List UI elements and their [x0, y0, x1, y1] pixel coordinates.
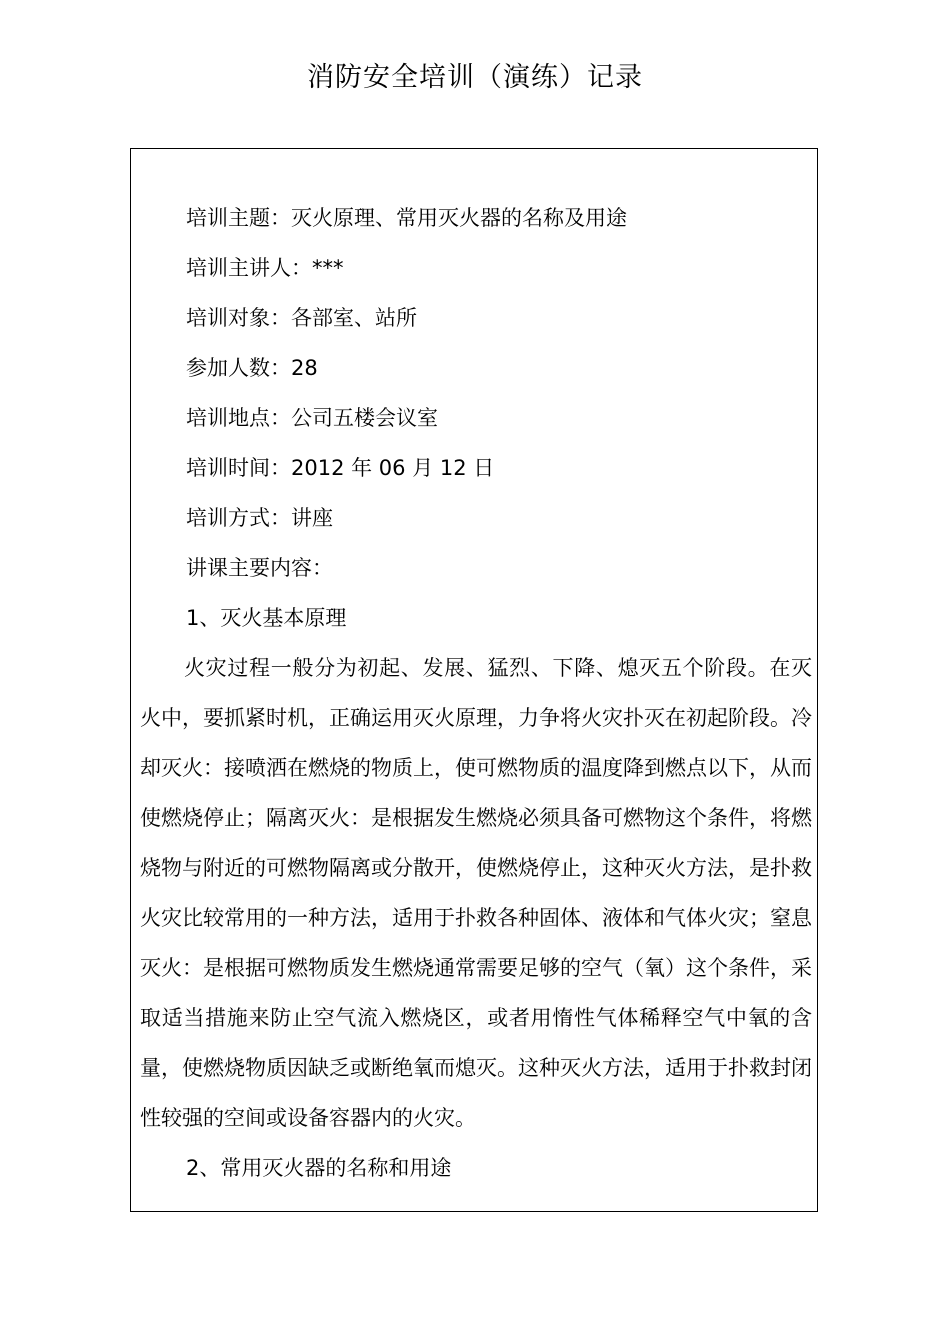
field-audience	[140, 293, 812, 343]
field-location	[140, 393, 812, 443]
section-1-body: 火灾过程一般分为初起、发展、猛烈、下降、熄灭五个阶段。在灭火中，要抓紧时机，正确运用灭火原理，力争将火灾扑灭在初起阶段。冷却灭火：接喷洒在燃烧的物质上，使可燃物质的温度降到燃点以下，从而使燃烧停止；隔离灭火：是根据发生燃烧必须具备可燃物这个条件，将燃烧物与附近的可燃物隔离或分散开，使燃烧停止，这种灭火方法，是扑救火灾比较常用的一种方法，适用于扑救各种固体、液体和气体火灾；窒息灭火：是根据可燃物质发生燃烧通常需要足够的空气（氧）这个条件，采取适当措施来防止空气流入燃烧区，或者用惰性气体稀释空气中氧的含量，使燃烧物质因缺乏或断绝氧而熄灭。这种灭火方法，适用于扑救封闭性较强的空间或设备容器内的火灾。	[140, 656, 812, 1130]
field-date	[140, 443, 812, 493]
field-label: 培训方式：	[186, 506, 291, 530]
field-label: 培训对象：	[186, 306, 291, 330]
field-label: 培训主讲人：	[186, 256, 312, 280]
field-value: 灭火原理、常用灭火器的名称及用途	[291, 206, 627, 230]
field-value: ***	[312, 256, 344, 280]
field-lecturer	[140, 243, 812, 293]
field-value: 28	[291, 356, 318, 380]
field-label: 培训地点：	[186, 406, 291, 430]
field-label: 培训时间：	[186, 456, 291, 480]
record-content	[140, 193, 812, 1193]
section-2-heading: 2、常用灭火器的名称和用途	[186, 1156, 452, 1180]
content-heading: 讲课主要内容：	[186, 556, 333, 580]
field-label: 培训主题：	[186, 206, 291, 230]
section-1-heading: 1、灭火基本原理	[186, 606, 347, 630]
field-value: 讲座	[291, 506, 333, 530]
field-value: 公司五楼会议室	[291, 406, 438, 430]
record-table	[130, 148, 818, 1212]
field-training-topic	[140, 193, 812, 243]
field-label: 参加人数：	[186, 356, 291, 380]
field-format	[140, 493, 812, 543]
field-attendee-count	[140, 343, 812, 393]
document-title: 消防安全培训（演练）记录	[307, 62, 643, 93]
field-value: 2012 年 06 月 12 日	[291, 456, 495, 480]
field-value: 各部室、站所	[291, 306, 417, 330]
